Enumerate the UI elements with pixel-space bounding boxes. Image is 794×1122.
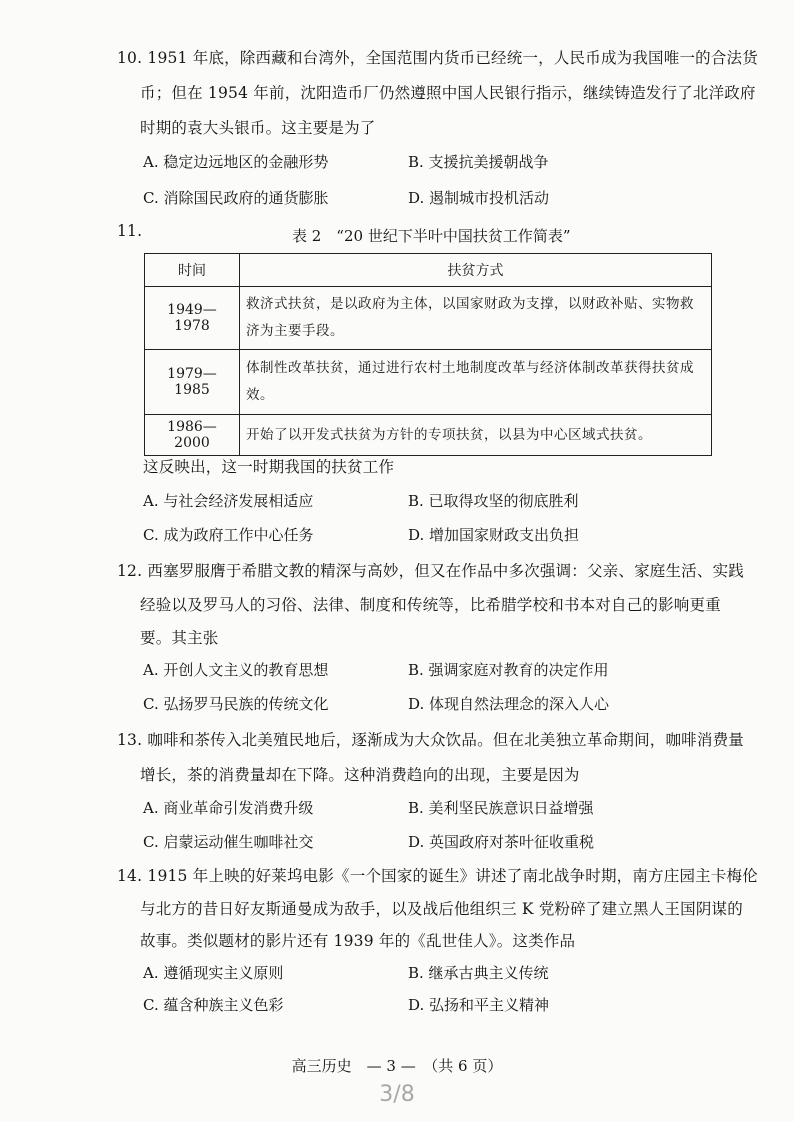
q10-option-b: B. 支援抗美援朝战争 — [408, 153, 549, 171]
q10-line-2: 币；但在 1954 年前，沈阳造币厂仍然遵照中国人民银行指示，继续铸造发行了北洋政府 — [140, 84, 756, 102]
q12-line-3: 要。其主张 — [140, 629, 219, 647]
page-indicator: 3/8 — [379, 1082, 415, 1107]
q11-option-b: B. 已取得攻坚的彻底胜利 — [408, 492, 579, 510]
q14-option-a: A. 遵循现实主义原则 — [143, 964, 284, 982]
q11-option-a: A. 与社会经济发展相适应 — [143, 492, 314, 510]
table-row — [145, 287, 712, 350]
q12-option-b: B. 强调家庭对教育的决定作用 — [408, 661, 609, 679]
q14-option-c: C. 蕴含种族主义色彩 — [143, 996, 284, 1014]
row-time: 1949—1978 — [145, 287, 240, 350]
q13-option-b: B. 美利坚民族意识日益增强 — [408, 799, 594, 817]
row-time: 1979—1985 — [145, 350, 240, 415]
row-desc: 救济式扶贫，是以政府为主体，以国家财政为支撑，以财政补贴、实物救济为主要手段。 — [240, 287, 712, 350]
q12-option-c: C. 弘扬罗马民族的传统文化 — [143, 695, 329, 713]
q11-stem: 这反映出，这一时期我国的扶贫工作 — [143, 458, 395, 476]
poverty-table — [144, 253, 712, 456]
q14-line-2: 与北方的昔日好友斯通曼成为敌手，以及战后他组织三 K 党粉碎了建立黑人王国阴谋的 — [140, 900, 743, 918]
table-row — [145, 350, 712, 415]
table-caption: 表 2 “20 世纪下半叶中国扶贫工作简表” — [292, 227, 571, 245]
q14-line-1: 14. 1915 年上映的好莱坞电影《一个国家的诞生》讲述了南北战争时期，南方庄园主卡梅伦 — [117, 867, 758, 885]
q14-option-d: D. 弘扬和平主义精神 — [408, 996, 550, 1014]
q10-option-c: C. 消除国民政府的通货膨胀 — [143, 189, 329, 207]
q13-option-d: D. 英国政府对茶叶征收重税 — [408, 833, 595, 851]
page-footer: 高三历史 — 3 — （共 6 页） — [291, 1057, 503, 1075]
q14-line-3: 故事。类似题材的影片还有 1939 年的《乱世佳人》。这类作品 — [140, 932, 576, 950]
row-time: 1986—2000 — [145, 415, 240, 456]
q11-option-c: C. 成为政府工作中心任务 — [143, 526, 314, 544]
q12-line-1: 12. 西塞罗服膺于希腊文教的精深与高妙，但又在作品中多次强调：父亲、家庭生活、实践 — [117, 562, 744, 580]
table-row — [145, 415, 712, 456]
q13-option-a: A. 商业革命引发消费升级 — [143, 799, 314, 817]
row-desc: 体制性改革扶贫，通过进行农村土地制度改革与经济体制改革获得扶贫成效。 — [240, 350, 712, 415]
q12-option-a: A. 开创人文主义的教育思想 — [143, 661, 329, 679]
q13-line-1: 13. 咖啡和茶传入北美殖民地后，逐渐成为大众饮品。但在北美独立革命期间，咖啡消费量 — [117, 731, 744, 749]
header-time: 时间 — [145, 254, 240, 287]
q12-option-d: D. 体现自然法理念的深入人心 — [408, 695, 610, 713]
q10-option-d: D. 遏制城市投机活动 — [408, 189, 550, 207]
q10-option-a: A. 稳定边远地区的金融形势 — [143, 153, 329, 171]
q11-option-d: D. 增加国家财政支出负担 — [408, 526, 580, 544]
q11-number: 11. — [117, 222, 143, 240]
q10-line-1: 10. 1951 年底，除西藏和台湾外，全国范围内货币已经统一，人民币成为我国唯一的合法货 — [117, 49, 758, 67]
table-header-row — [145, 254, 712, 287]
q13-line-2: 增长，茶的消费量却在下降。这种消费趋向的出现，主要是因为 — [140, 766, 580, 784]
q14-option-b: B. 继承古典主义传统 — [408, 964, 549, 982]
q12-line-2: 经验以及罗马人的习俗、法律、制度和传统等，比希腊学校和书本对自己的影响更重 — [140, 596, 721, 614]
row-desc: 开始了以开发式扶贫为方针的专项扶贫，以县为中心区域式扶贫。 — [240, 415, 712, 456]
q13-option-c: C. 启蒙运动催生咖啡社交 — [143, 833, 314, 851]
q10-line-3: 时期的袁大头银币。这主要是为了 — [140, 119, 376, 137]
header-method: 扶贫方式 — [240, 254, 712, 287]
